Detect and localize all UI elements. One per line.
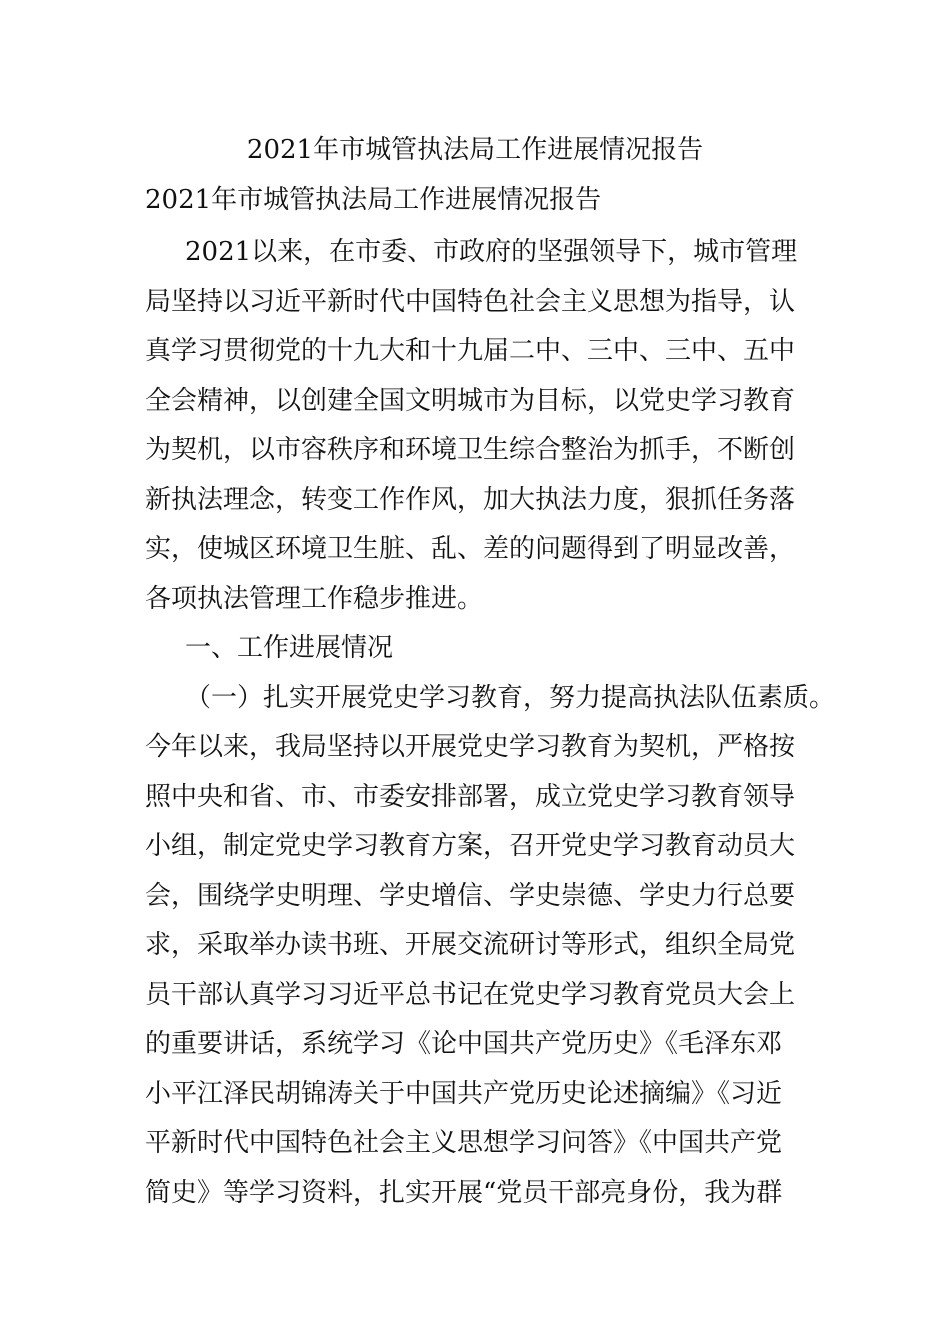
document-body	[145, 228, 836, 1218]
text-line: 员干部认真学习习近平总书记在党史学习教育党员大会上	[145, 979, 796, 1010]
section-heading: 一、工作进展情况	[185, 633, 394, 663]
text-line: 为契机，以市容秩序和环境卫生综合整治为抓手，不断创	[145, 435, 796, 465]
text-line: 今年以来，我局坚持以开展党史学习教育为契机，严格按	[145, 732, 796, 762]
text-line: 求，采取举办读书班、开展交流研讨等形式，组织全局党	[145, 930, 796, 960]
text-line: 平新时代中国特色社会主义思想学习问答》《中国共产党	[145, 1128, 783, 1158]
text-line: 会，围绕学史明理、学史增信、学史崇德、学史力行总要	[145, 880, 796, 911]
text-line: 简史》等学习资料，扎实开展“党员干部亮身份，我为群	[145, 1177, 783, 1208]
text-line: 小组，制定党史学习教育方案，召开党史学习教育动员大	[145, 831, 796, 861]
subsection-heading: （一）扎实开展党史学习教育，努力提高执法队伍素质。	[185, 682, 836, 713]
text-line: 照中央和省、市、市委安排部署，成立党史学习教育领导	[145, 781, 796, 812]
document-subtitle: 2021年市城管执法局工作进展情况报告	[145, 185, 602, 215]
text-line: 实，使城区环境卫生脏、乱、差的问题得到了明显改善，	[145, 534, 796, 564]
text-line: 局坚持以习近平新时代中国特色社会主义思想为指导，认	[145, 286, 796, 317]
text-line: 新执法理念，转变工作作风，加大执法力度，狠抓任务落	[145, 484, 796, 515]
text-line: 的重要讲话，系统学习《论中国共产党历史》《毛泽东邓	[145, 1029, 783, 1059]
text-line: 小平江泽民胡锦涛关于中国共产党历史论述摘编》《习近	[145, 1078, 783, 1109]
text-line: 各项执法管理工作稳步推进。	[145, 583, 484, 614]
text-line: 2021以来，在市委、市政府的坚强领导下，城市管理	[185, 237, 798, 267]
text-line: 全会精神，以创建全国文明城市为目标，以党史学习教育	[145, 385, 796, 416]
document-title: 2021年市城管执法局工作进展情况报告	[246, 135, 704, 165]
text-line: 真学习贯彻党的十九大和十九届二中、三中、三中、五中	[145, 336, 796, 366]
